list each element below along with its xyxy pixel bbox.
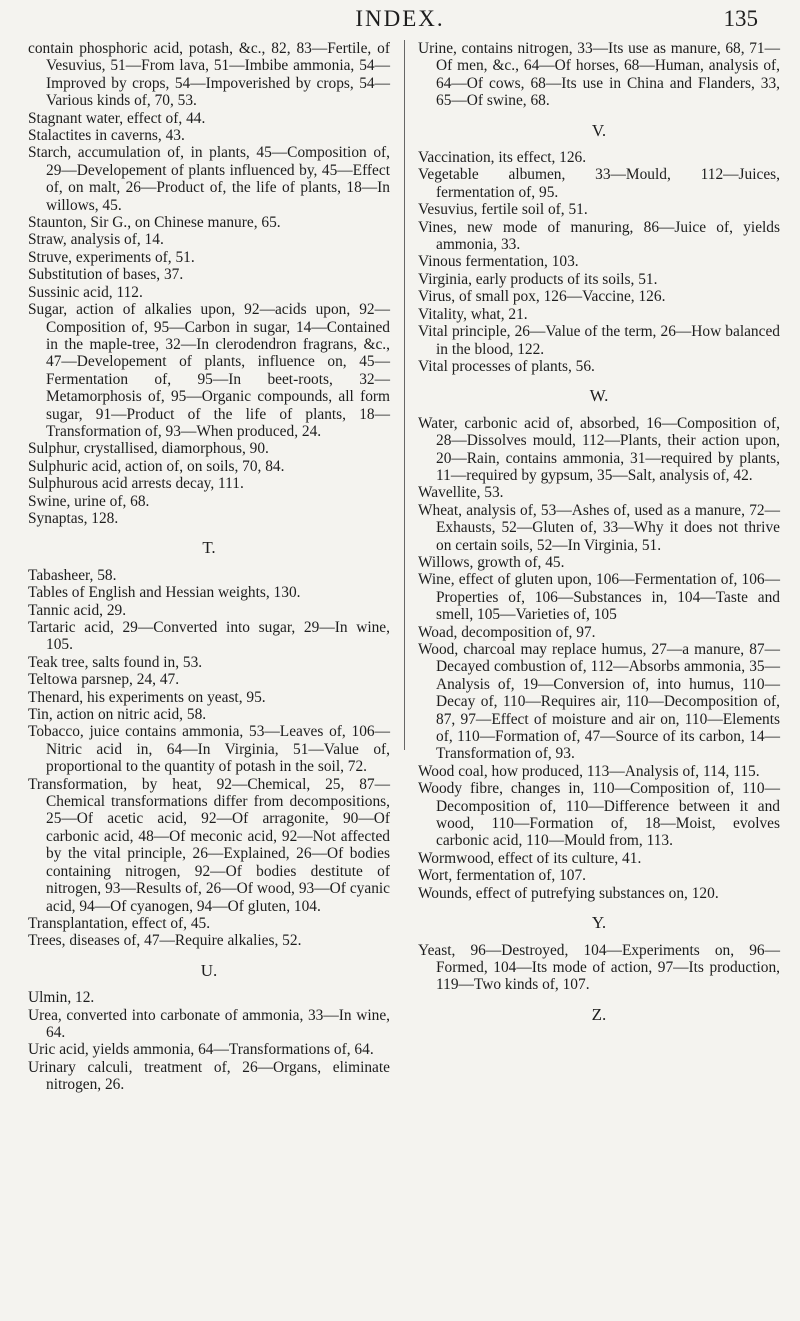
page-header bbox=[0, 6, 800, 36]
section-letter-w: W. bbox=[589, 386, 609, 406]
index-entry: Wood, charcoal may replace humus, 27—a manure, 87—Decayed combustion of, 112—Absorbs ammonia, 35—Analysis of, 19—Conversion of, into humus, 110—Decay of, 110—Requires air, 110—Decomposition of, 87, 97—Effect of moisture and air on, 110—Elements of, 110—Formation of, 47—Source of its carbon, 14—Transformation of, 93. bbox=[418, 641, 780, 763]
right-column bbox=[418, 40, 780, 1033]
index-entry: Willows, growth of, 45. bbox=[418, 553, 565, 571]
section-letter-v: V. bbox=[591, 120, 607, 140]
page-title: INDEX. bbox=[355, 6, 445, 31]
index-entry: Teak tree, salts found in, 53. bbox=[28, 653, 203, 671]
index-entry: Teltowa parsnep, 24, 47. bbox=[28, 671, 180, 689]
index-entry: Trees, diseases of, 47—Require alkalies, 52. bbox=[28, 932, 302, 950]
index-entry: Sugar, action of alkalies upon, 92—acids upon, 92—Composition of, 95—Carbon in sugar, 14—Contained in the maple-tree, 32—In clerodendron fragrans, &c., 47—Developement of plants, influence on, 45—Fermentation of, 95—In beet-roots, 32—Metamorphosis of, 95—Organic compounds, all form sugar, 91—Product of the life of plants, 18—Transformation of, 93—When produced, 24. bbox=[28, 301, 390, 440]
index-entry: Vaccination, its effect, 126. bbox=[418, 149, 587, 167]
entries-v bbox=[418, 149, 780, 375]
section-letter-t: T. bbox=[202, 538, 216, 558]
index-entry: Wort, fermentation of, 107. bbox=[418, 867, 587, 885]
index-entry: Stalactites in caverns, 43. bbox=[28, 127, 185, 145]
index-entry: Water, carbonic acid of, absorbed, 16—Composition of, 28—Dissolves mould, 112—Plants, their action upon, 20—Rain, contains ammonia, 31—required by plants, 11—required by gypsum, 35—Salt, analysis of, 42. bbox=[418, 414, 780, 484]
index-entry: Woad, decomposition of, 97. bbox=[418, 623, 596, 641]
index-entry: Vines, new mode of manuring, 86—Juice of, yields ammonia, 33. bbox=[418, 218, 780, 254]
index-entry: Ulmin, 12. bbox=[28, 989, 95, 1007]
index-entry: Vesuvius, fertile soil of, 51. bbox=[418, 201, 588, 219]
index-entry: Yeast, 96—Destroyed, 104—Experiments on, 96—Formed, 104—Its mode of action, 97—Its production, 119—Two kinds of, 107. bbox=[418, 941, 780, 994]
index-entry: Virginia, early products of its soils, 51. bbox=[418, 270, 658, 288]
index-entry: Wounds, effect of putrefying substances on, 120. bbox=[418, 884, 719, 902]
index-entry: Tables of English and Hessian weights, 130. bbox=[28, 584, 301, 602]
index-entry: Woody fibre, changes in, 110—Composition of, 110—Decomposition of, 110—Difference between it and wood, 110—Formation of, 18—Moist, evolves carbonic acid, 110—Mould from, 113. bbox=[418, 780, 780, 850]
index-entry: Synaptas, 128. bbox=[28, 509, 119, 527]
index-entry: Substitution of bases, 37. bbox=[28, 266, 184, 284]
index-entry: Straw, analysis of, 14. bbox=[28, 231, 164, 249]
index-entry: Urea, converted into carbonate of ammonia, 33—In wine, 64. bbox=[28, 1006, 390, 1041]
entries-s bbox=[28, 40, 390, 527]
index-entry: Virus, of small pox, 126—Vaccine, 126. bbox=[418, 288, 666, 306]
entries-w bbox=[418, 415, 780, 902]
index-entry: Struve, experiments of, 51. bbox=[28, 248, 195, 266]
index-entry: Urinary calculi, treatment of, 26—Organs, eliminate nitrogen, 26. bbox=[28, 1058, 390, 1094]
index-entry: Vital processes of plants, 56. bbox=[418, 357, 595, 375]
page-number: 135 bbox=[723, 6, 758, 31]
section-letter-z: Z. bbox=[591, 1004, 607, 1024]
index-entry: Starch, accumulation of, in plants, 45—Composition of, 29—Developement of plants influenced by, 45—Effect of, on malt, 26—Product of, the life of plants, 18—In willows, 45. bbox=[28, 144, 390, 214]
index-entry: Thenard, his experiments on yeast, 95. bbox=[28, 688, 266, 706]
index-entry: Uric acid, yields ammonia, 64—Transformations of, 64. bbox=[28, 1041, 374, 1059]
index-entry: Sulphuric acid, action of, on soils, 70, 84. bbox=[28, 457, 285, 475]
entries-u-continued bbox=[418, 40, 780, 110]
index-entry: Wavellite, 53. bbox=[418, 484, 504, 502]
index-entry: Swine, urine of, 68. bbox=[28, 492, 150, 510]
index-entry: Vinous fermentation, 103. bbox=[418, 253, 579, 271]
index-entry: Vitality, what, 21. bbox=[418, 305, 528, 323]
index-entry: Tannic acid, 29. bbox=[28, 601, 127, 619]
index-entry: Tobacco, juice contains ammonia, 53—Leaves of, 106—Nitric acid in, 64—In Virginia, 51—Value of, proportional to the quantity of potash in the soil, 72. bbox=[28, 723, 390, 776]
index-entry: Wine, effect of gluten upon, 106—Fermentation of, 106—Properties of, 106—Substances in, 104—Taste and smell, 105—Varieties of, 105 bbox=[418, 571, 780, 624]
index-entry: Wheat, analysis of, 53—Ashes of, used as a manure, 72—Exhausts, 52—Gluten of, 33—Why it does not thrive on certain soils, 52—In Virginia, 51. bbox=[418, 501, 780, 554]
entries-y bbox=[418, 942, 780, 994]
index-entry: Tin, action on nitric acid, 58. bbox=[28, 706, 207, 724]
index-entry: Wormwood, effect of its culture, 41. bbox=[418, 849, 642, 867]
left-column bbox=[28, 40, 390, 1094]
index-entry: Sulphur, crystallised, diamorphous, 90. bbox=[28, 440, 269, 458]
index-entry: Staunton, Sir G., on Chinese manure, 65. bbox=[28, 214, 281, 232]
index-entry: Sussinic acid, 112. bbox=[28, 283, 143, 301]
index-entry: Vegetable albumen, 33—Mould, 112—Juices, fermentation of, 95. bbox=[418, 166, 780, 201]
column-divider bbox=[404, 40, 405, 750]
index-entry: Urine, contains nitrogen, 33—Its use as manure, 68, 71—Of men, &c., 64—Of horses, 68—Human, analysis of, 64—Of cows, 68—Its use in China and Flanders, 33, 65—Of swine, 68. bbox=[418, 40, 780, 110]
index-entry: Wood coal, how produced, 113—Analysis of, 114, 115. bbox=[418, 762, 760, 780]
index-entry: Sulphurous acid arrests decay, 111. bbox=[28, 475, 244, 493]
index-entry: Stagnant water, effect of, 44. bbox=[28, 109, 206, 127]
index-entry: Vital principle, 26—Value of the term, 26—How balanced in the blood, 122. bbox=[418, 323, 780, 358]
section-letter-y: Y. bbox=[591, 913, 607, 933]
entries-t bbox=[28, 567, 390, 950]
index-entry: contain phosphoric acid, potash, &c., 82, 83—Fertile, of Vesuvius, 51—From lava, 51—Imbibe ammonia, 54—Improved by crops, 54—Impoverished by crops, 54—Various kinds of, 70, 53. bbox=[28, 40, 390, 110]
index-entry: Transplantation, effect of, 45. bbox=[28, 914, 211, 932]
index-entry: Tabasheer, 58. bbox=[28, 566, 117, 584]
section-letter-u: U. bbox=[200, 960, 218, 980]
entries-u bbox=[28, 989, 390, 1093]
index-entry: Transformation, by heat, 92—Chemical, 25, 87—Chemical transformations differ from decompositions, 25—Of acetic acid, 92—Of arragonite, 90—Of carbonic acid, 48—Of meconic acid, 92—Not affected by the vital principle, 26—Explained, 26—Of bodies containing nitrogen, 92—Of bodies destitute of nitrogen, 93—Results of, 26—Of wood, 93—Of cyanic acid, 94—Of cyanogen, 94—Of gluten, 104. bbox=[28, 775, 390, 915]
index-entry: Tartaric acid, 29—Converted into sugar, 29—In wine, 105. bbox=[28, 619, 390, 654]
